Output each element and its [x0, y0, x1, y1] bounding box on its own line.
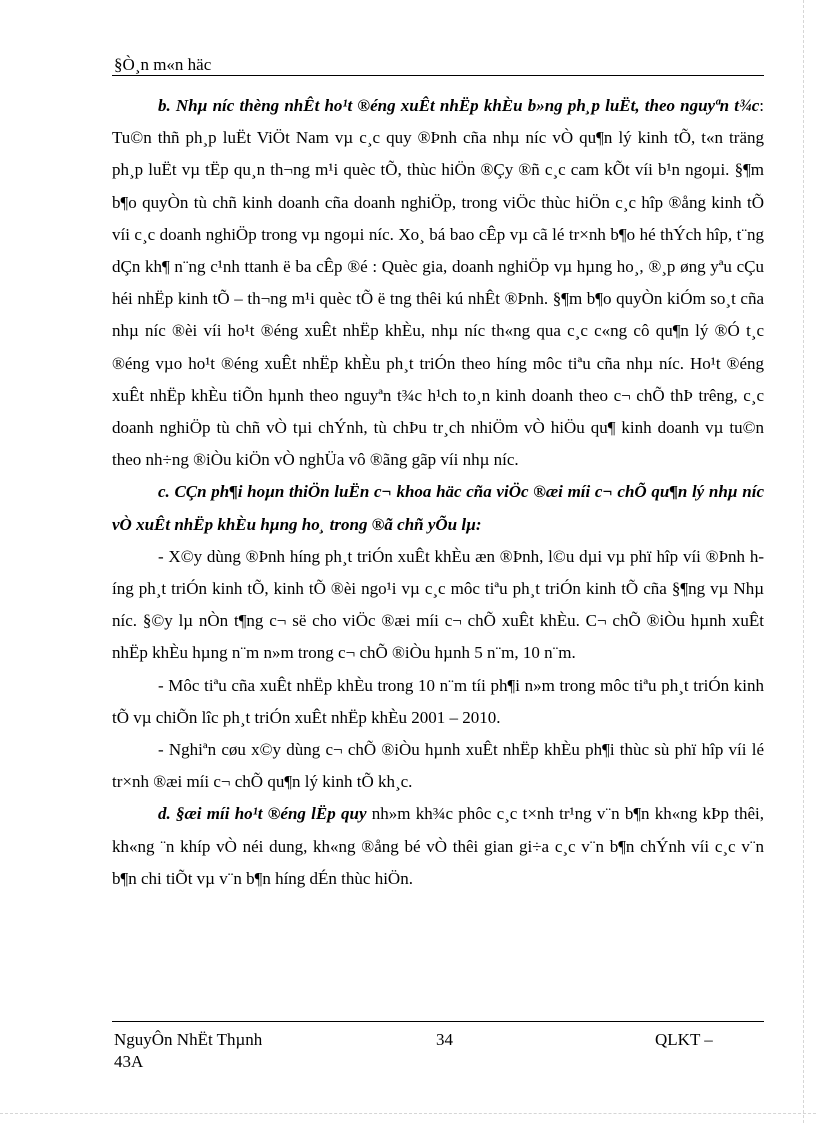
section-c-item: - X©y dùng ®Þnh híng ph¸t triÓn xuÊt khÈu æn ®Þnh, l©u dµi vµ phï hîp víi ®Þnh híng ph¸t triÓn kinh tÕ, kinh tÕ ®èi ngo¹i vµ c¸c môc tiªu ph¸t triÓn kinh tÕ cña §¶ng vµ Nhµ níc. §©y lµ nÒn t¶ng c¬ së cho viÖc ®æi míi c¬ chÕ xuÊt khÈu. C¬ chÕ ®iÒu hµnh xuÊt nhËp khÈu hµng n¨m n»m trong c¬ chÕ ®iÒu hµnh 5 n¨m, 10 n¨m. [112, 546, 764, 663]
paragraph-section-b [112, 90, 764, 476]
footer-author: NguyÔn NhËt Thµnh [114, 1030, 263, 1049]
section-b-heading: b. Nhµ níc thèng nhÊt ho¹t ®éng xuÊt nhËp khÈu b»ng ph¸p luËt, theo nguyªn t¾c [158, 96, 760, 115]
page-body [112, 90, 764, 895]
page-right-border [803, 0, 804, 1123]
section-d-heading: d. §æi míi ho¹t ®éng lËp quy [158, 804, 367, 824]
section-d-text: nh»m kh¾c phôc c¸c t×nh tr¹ng v¨n b¶n kh«ng kÞp thêi, kh«ng ¨n khíp vÒ néi dung, kh«ng ®ång bé vÒ thêi gian gi÷a c¸c v¨n b¶n chÝnh víi c¸c v¨n b¶n chi tiÕt vµ v¨n b¶n híng dÉn thùc hiÖn. [112, 804, 764, 888]
header-divider [112, 75, 764, 76]
section-c-heading: c. CÇn ph¶i hoµn thiÖn luËn c¬ khoa häc cña viÖc ®æi míi c¬ chÕ qu¶n lý nhµ níc vÒ xuÊt nhËp khÈu hµng ho¸ trong ®ã chñ yÕu lµ: [112, 482, 764, 534]
page-bottom-border [0, 1113, 816, 1114]
page-number: 34 [436, 1030, 453, 1049]
footer-author-block [114, 1029, 294, 1073]
section-b-text: : Tu©n thñ ph¸p luËt ViÖt Nam vµ c¸c quy ®Þnh cña nhµ níc vÒ qu¶n lý kinh tÕ, t«n träng ph¸p luËt vµ tËp qu¸n th¬ng m¹i quèc tÕ, thùc hiÖn ®Çy ®ñ c¸c cam kÕt víi b¹n ngoµi. §¶m b¶o quyÒn tù chñ kinh doanh cña doanh nghiÖp, trong viÖc thùc hiÖn c¸c hîp ®ång kinh tÕ víi c¸c doanh nghiÖp trong vµ ngoµi níc. Xo¸ bá bao cÊp vµ cã lé tr×nh b¶o hé thÝch hîp, t¨ng dÇn kh¶ n¨ng c¹nh ttanh ë ba cÊp ®é : Quèc gia, doanh nghiÖp vµ hµng ho¸, ®¸p øng yªu cÇu héi nhËp kinh tÕ – th¬ng m¹i quèc tÕ ë tng thêi kú nhÊt ®Þnh. §¶m b¶o quyÒn kiÓm so¸t cña nhµ níc ®èi víi ho¹t ®éng xuÊt nhËp khÈu, nhµ níc th«ng qua c¸c c«ng cô qu¶n lý ®Ó t¸c ®éng vµo ho¹t ®éng xuÊt nhËp khÈu ph¸t triÓn theo híng môc tiªu cña nhµ níc. Ho¹t ®éng xuÊt nhËp khÈu tiÕn hµnh theo nguyªn t¾c h¹ch to¸n kinh doanh theo c¬ chÕ thÞ trêng, c¸c doanh nghiÖp tù chñ vÒ tµi chÝnh, tù chÞu tr¸ch nhiÖm vÒ hiÖu qu¶ kinh doanh vµ tu©n theo nh÷ng ®iÒu kiÖn vÒ nghÜa vô ®ãng gãp víi nhµ níc. [112, 96, 764, 470]
footer-department: QLKT – [655, 1030, 713, 1049]
paragraph-section-d [112, 798, 764, 895]
footer-divider [112, 1021, 764, 1022]
section-c-item: - Nghiªn cøu x©y dùng c¬ chÕ ®iÒu hµnh xuÊt nhËp khÈu ph¶i thùc sù phï hîp víi lé tr×nh ®æi míi c¬ chÕ qu¶n lý kinh tÕ kh¸c. [112, 740, 764, 792]
section-c-item: - Môc tiªu cña xuÊt nhËp khÈu trong 10 n¨m tíi ph¶i n»m trong môc tiªu ph¸t triÓn kinh tÕ vµ chiÕn lîc ph¸t triÓn xuÊt nhËp khÈu 2001 – 2010. [112, 675, 764, 727]
page-header-title: §Ò¸n m«n häc [114, 55, 212, 74]
footer-class-code: 43A [114, 1052, 144, 1071]
